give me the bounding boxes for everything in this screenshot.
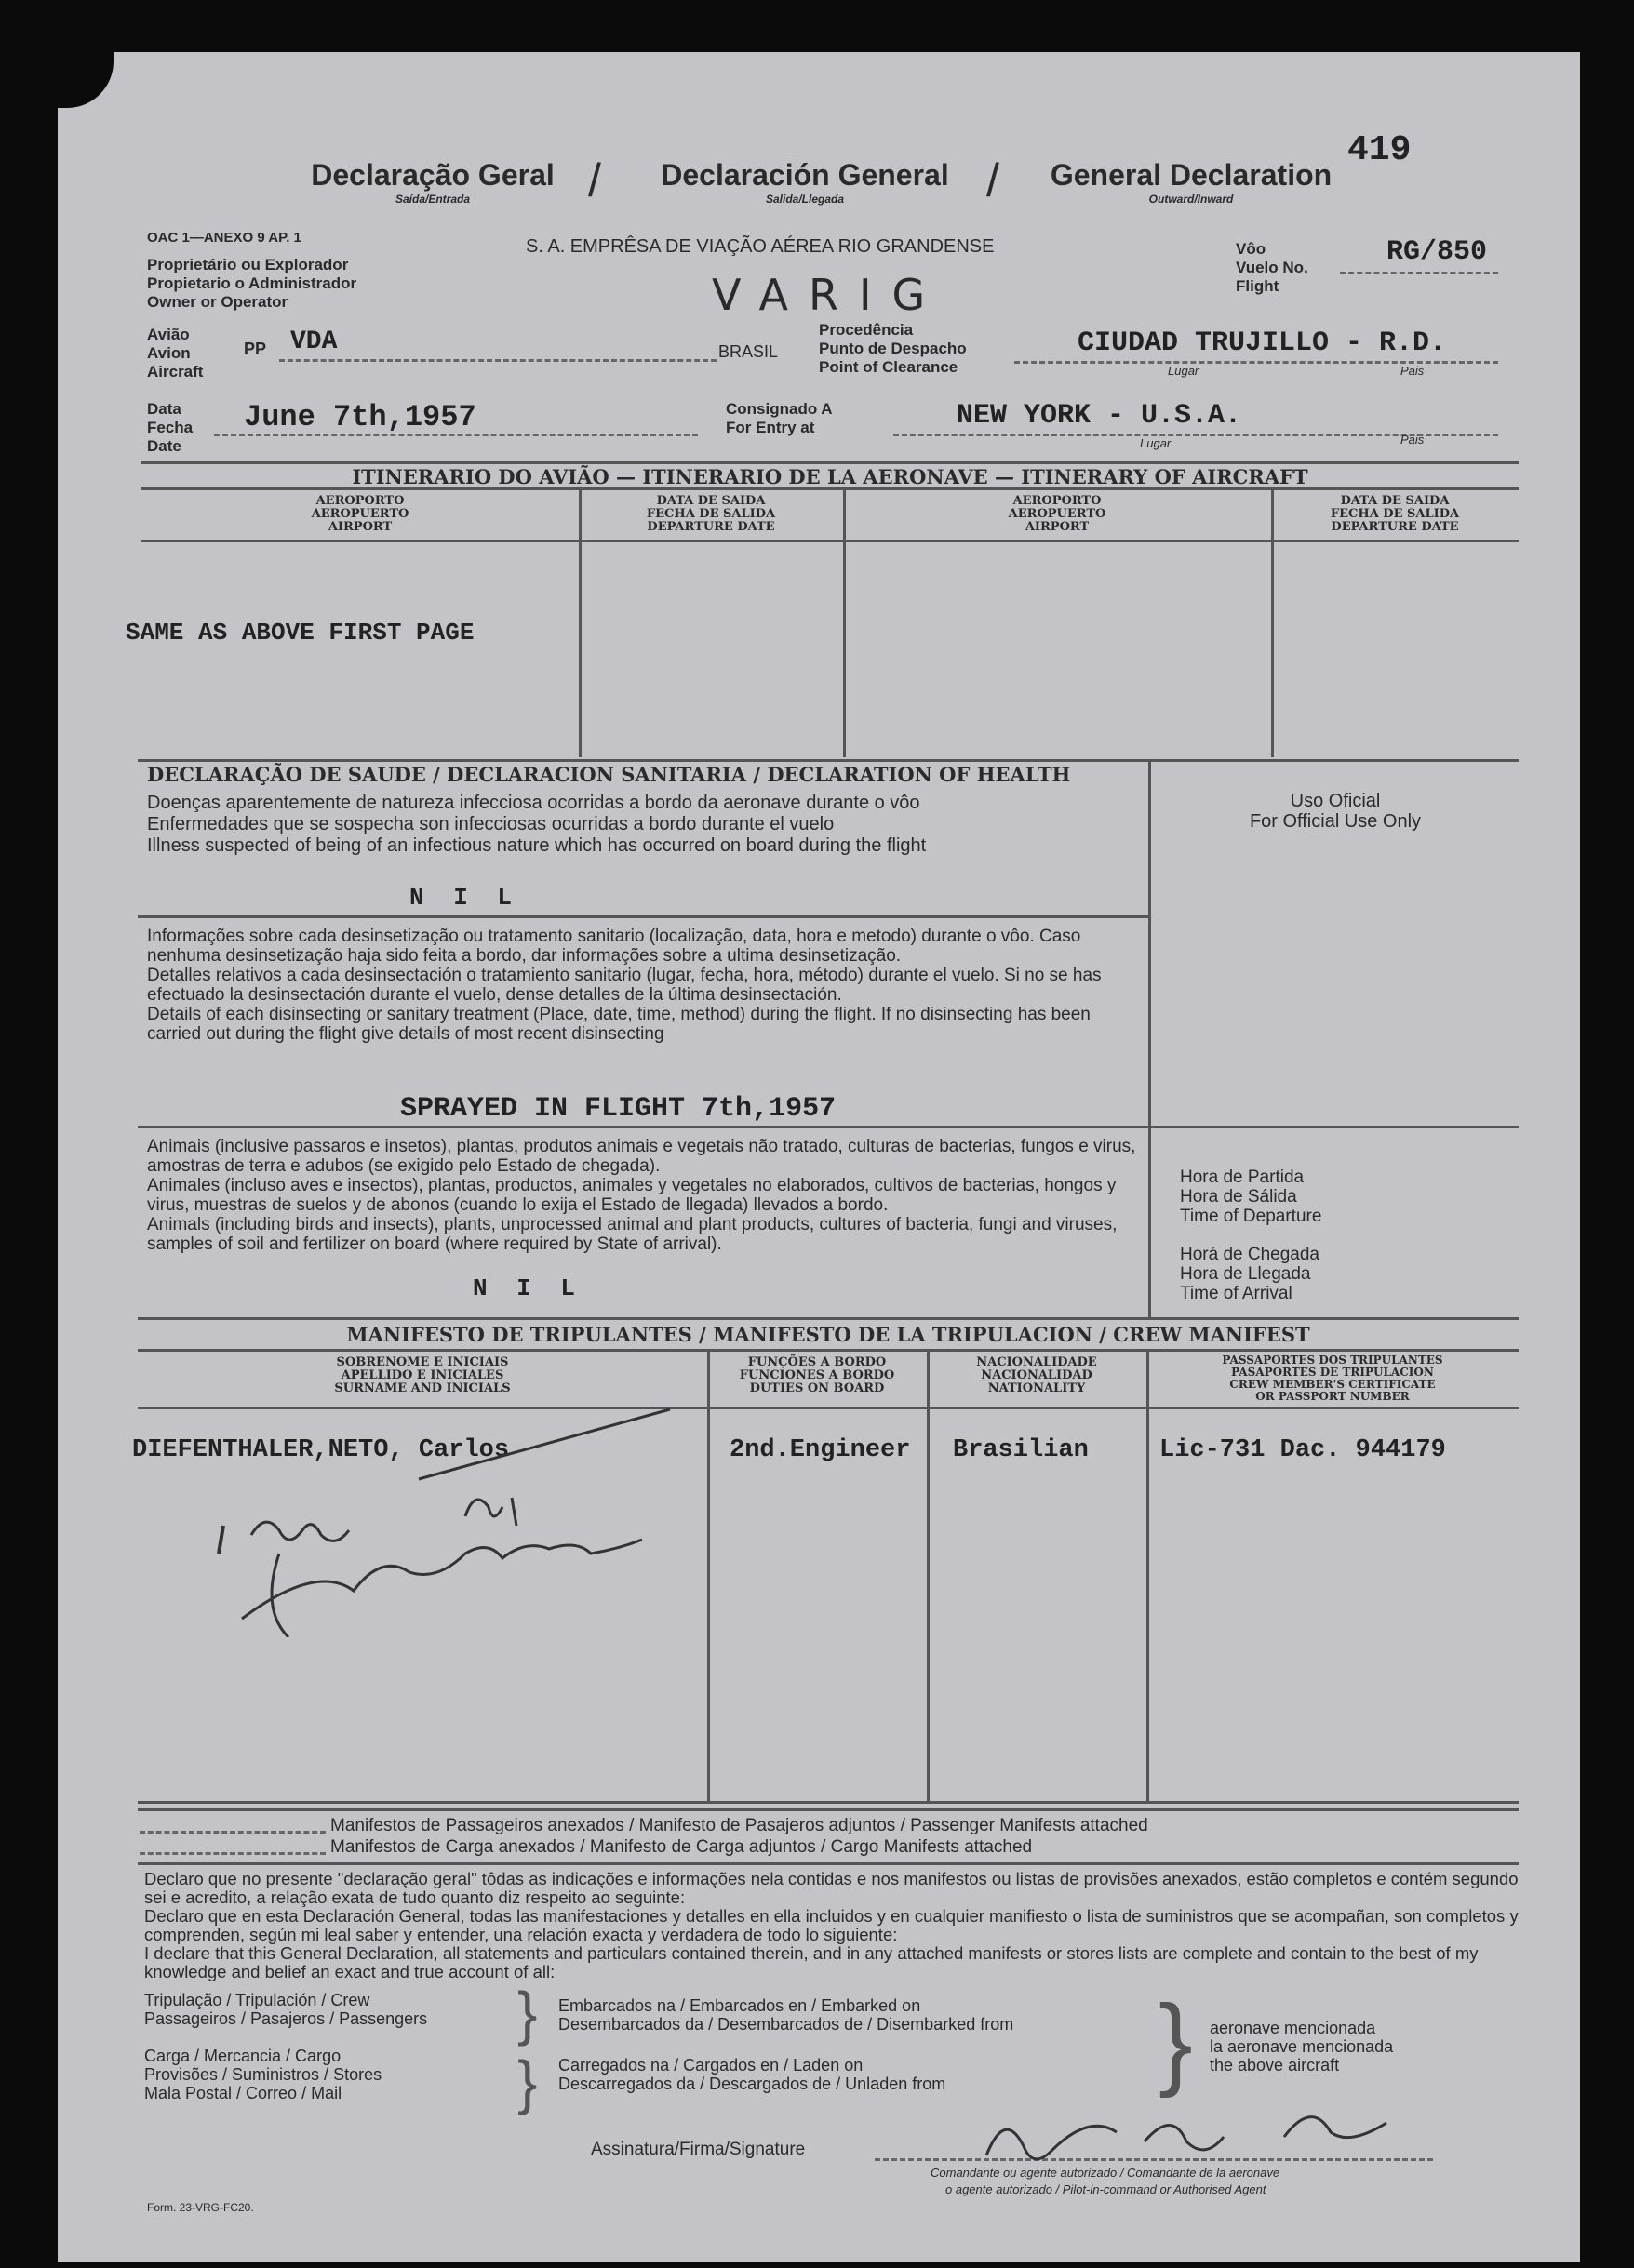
- arrival-time-label: Horá de Chegada Hora de Llegada Time of Arrival: [1180, 1245, 1319, 1303]
- flight-underline: [1340, 272, 1498, 274]
- form-code: Form. 23-VRG-FC20.: [147, 2201, 254, 2214]
- crew-vline-3: [1146, 1349, 1149, 1801]
- disinsect-text: Informações sobre cada desinsetização ou tratamento sanitario (localização, data, hora e metodo) durante o vôo. Caso nenhuma desinsetização haja sido feita a bordo, dar informações sobre a ultima desinsetização. Detalles relativos a cada desinsectación o tratamiento sanitario (lugar, fecha, hora, método) durante el vuelo. Si no se has efectuado la desinsectación durante el vuelo, dense detalles de la última desinsectación. Details of each disinsecting or sanitary treatment (Place, date, time, method) during the flight. If no disinsecting has been carried out during the flight give details of most recent disinsecting: [147, 927, 1102, 1044]
- illness-value: N I L: [409, 884, 520, 912]
- crew-title: MANIFESTO DE TRIPULANTES / MANIFESTO DE LA TRIPULACION / CREW MANIFEST: [346, 1323, 1310, 1346]
- aircraft-underline: [279, 359, 717, 362]
- itinerary-col-rule: [141, 540, 1519, 542]
- brasil-label: BRASIL: [718, 342, 779, 361]
- brace-2: }: [517, 2048, 538, 2115]
- health-divider: [1148, 759, 1151, 1317]
- signature-caption-2: o agente autorizado / Pilot-in-command or Authorised Agent: [945, 2182, 1266, 2196]
- cargo-manifests-blank: [140, 1852, 326, 1855]
- departure-point: CIUDAD TRUJILLO - R.D.: [1078, 327, 1447, 359]
- disinsect-rule: [138, 1126, 1519, 1128]
- declaration-text: Declaro que no presente "declaração geral" tôdas as indicações e informações nela contidas e nos manifestos ou listas de provisões anexados, estão completos e contém segundo sei e acredito, a relação exata de tudo quanto diz respeito ao seguinte: Declaro que en esta Declaración General, todas las manifestaciones y detalles en ella incluidos y en cualquier manifiesto o lista de suministros que se acompañan, son completos y comprenden, según mi leal saber y entender, una relación exacta y verdadera de todo lo siguiente: I declare that this General Declaration, all statements and particulars contained therein, and in any attached manifests or stores lists are complete and contain to the best of my knowledge and belief an exact and true account of all:: [144, 1869, 1519, 1981]
- lugar-label-2: Lugar: [1140, 436, 1172, 450]
- company-name: S. A. EMPRÊSA DE VIAÇÃO AÉREA RIO GRANDENSE: [526, 236, 995, 257]
- captain-signature-drawing: [977, 2104, 1424, 2169]
- itinerary-title: ITINERARIO DO AVIÃO — ITINERARIO DE LA AERONAVE — ITINERARY OF AIRCRAFT: [352, 465, 1308, 488]
- page-number: 419: [1347, 130, 1412, 170]
- title-portuguese: [307, 158, 558, 206]
- manifests-rule: [138, 1862, 1519, 1865]
- signature-caption-1: Comandante ou agente autorizado / Comandante de la aeronave: [931, 2166, 1280, 2180]
- itinerary-vline-3: [1271, 487, 1274, 757]
- crew-col-name: SOBRENOME E INICIAIS APELLIDO E INICIALES SURNAME AND INICIALS: [334, 1355, 511, 1395]
- form-reference: OAC 1—ANEXO 9 AP. 1: [147, 230, 301, 246]
- pais-label-2: Pais: [1400, 433, 1425, 447]
- crew-bottom-rule-2: [138, 1808, 1519, 1811]
- itinerary-entry: SAME AS ABOVE FIRST PAGE: [126, 619, 475, 647]
- crew-col-nationality: NACIONALIDADE NACIONALIDAD NATIONALITY: [976, 1355, 1097, 1395]
- aircraft-label: Avião Avion Aircraft: [147, 326, 204, 380]
- title-english: [1042, 158, 1340, 206]
- crew-top-rule: [138, 1317, 1519, 1320]
- brace-3: }: [1159, 1984, 1193, 2099]
- laden-options: Carregados na / Cargados en / Laden on Descarregados da / Descargados de / Unladen from: [558, 2056, 946, 2093]
- crew-name: DIEFENTHALER,NETO, Carlos: [132, 1436, 510, 1464]
- cargo-manifests-line: Manifestos de Carga anexados / Manifesto de Carga adjuntos / Cargo Manifests attached: [330, 1837, 1033, 1857]
- flight-label: Vôo Vuelo No. Flight: [1236, 240, 1308, 295]
- title-pt-text: Declaração Geral: [311, 158, 555, 192]
- title-separator: /: [588, 154, 601, 207]
- itinerary-col-date-1: DATA DE SAIDA FECHA DE SALIDA DEPARTURE DATE: [646, 494, 776, 534]
- brace-1: }: [517, 1980, 538, 2047]
- crew-bottom-rule: [138, 1801, 1519, 1804]
- crew-nationality: Brasilian: [953, 1436, 1089, 1464]
- animals-text: Animais (inclusive passaros e insetos), plantas, produtos animais e vegetais não tratado, culturas de bacterias, fungos e virus, amostras de terra e adubos (se exigido pelo Estado de chegada). Animales (incluso aves e insectos), plantas, productos, animales y vegetales no elaborados, cultivos de bacterias, hongos y virus, muestras de suelos y de abonos (cuando lo exija el Estado de llegada) llevados a bordo. Animals (including birds and insects), plants, unprocessed animal and plant products, cultures of bacteria, fungi and viruses, samples of soil and fertilizer on board (where required by State of arrival).: [147, 1137, 1136, 1254]
- aircraft-reference: aeronave mencionada la aeronave mencionada the above aircraft: [1210, 2019, 1394, 2075]
- crew-passport: Lic-731 Dac. 944179: [1159, 1436, 1446, 1464]
- lugar-label: Lugar: [1168, 364, 1199, 378]
- departure-label: Procedência Punto de Despacho Point of Clearance: [819, 321, 967, 376]
- official-use-label: Uso Oficial For Official Use Only: [1249, 791, 1422, 832]
- title-es-text: Declaración General: [661, 158, 949, 192]
- departure-underline: [1014, 361, 1498, 364]
- pais-label: Pais: [1400, 364, 1425, 378]
- subtitle-es: Salida/Llegada: [765, 193, 845, 206]
- crew-header-rule: [138, 1349, 1519, 1352]
- title-en-text: General Declaration: [1050, 158, 1333, 192]
- subtitle-en: Outward/Inward: [1148, 193, 1234, 206]
- flight-number: RG/850: [1386, 236, 1488, 268]
- illness-text: Doenças aparentemente de natureza infecciosa ocorridas a bordo da aeronave durante o vôo Enfermedades que se sospecha son infecciosas ocurridas a bordo durante el vuelo Illness suspected of being of an infectious nature which has occurred on board during the flight: [147, 793, 927, 856]
- owner-label: Proprietário ou Explorador Propietario o Administrador Owner or Operator: [147, 256, 357, 311]
- health-title: DECLARAÇÃO DE SAUDE / DECLARACION SANITARIA / DECLARATION OF HEALTH: [147, 763, 1071, 786]
- passenger-manifests-line: Manifestos de Passageiros anexados / Manifesto de Pasajeros adjuntos / Passenger Manifests attached: [330, 1816, 1148, 1835]
- title-spanish: [651, 158, 958, 206]
- departure-time-label: Hora de Partida Hora de Sálida Time of Departure: [1180, 1167, 1322, 1226]
- signature-label: Assinatura/Firma/Signature: [591, 2140, 806, 2159]
- subtitle-pt: Saída/Entrada: [395, 193, 471, 206]
- date-underline: [214, 434, 698, 436]
- itinerary-col-date-2: DATA DE SAIDA FECHA DE SALIDA DEPARTURE DATE: [1330, 494, 1460, 534]
- aircraft-registration: VDA: [290, 327, 338, 356]
- animals-value: N I L: [473, 1274, 583, 1302]
- crew-vline-1: [707, 1349, 710, 1801]
- crew-vline-2: [927, 1349, 930, 1801]
- date-label: Data Fecha Date: [147, 400, 194, 455]
- itinerary-col-airport-2: AEROPORTO AEROPUERTO AIRPORT: [1008, 494, 1106, 534]
- crew-col-passport: PASSAPORTES DOS TRIPULANTES PASAPORTES DE TRIPULACION CREW MEMBER'S CERTIFICATE OR PASSPORT NUMBER: [1222, 1354, 1443, 1403]
- itinerary-vline-1: [579, 487, 582, 757]
- health-top-rule: [138, 759, 1519, 762]
- entry-point: NEW YORK - U.S.A.: [957, 400, 1242, 432]
- handwritten-signature-drawing: [186, 1395, 707, 1637]
- crew-duty: 2nd.Engineer: [730, 1436, 911, 1464]
- aircraft-prefix: PP: [244, 340, 267, 358]
- itinerary-top-rule: [141, 461, 1519, 464]
- itinerary-col-airport-1: AEROPORTO AEROPUERTO AIRPORT: [311, 494, 409, 534]
- declaration-list-items: Tripulação / Tripulación / Crew Passageiros / Pasajeros / Passengers Carga / Mercancia / Cargo Provisões / Suministros / Stores Mala Postal / Correo / Mail: [144, 1991, 428, 2102]
- crew-col-duty: FUNÇÕES A BORDO FUNCIONES A BORDO DUTIES ON BOARD: [739, 1355, 895, 1395]
- itinerary-header-rule: [141, 487, 1519, 490]
- brand-name: VARIG: [712, 270, 946, 320]
- date-value: June 7th,1957: [244, 400, 476, 434]
- illness-rule: [138, 915, 1148, 918]
- entry-label: Consignado A For Entry at: [726, 400, 833, 436]
- passenger-manifests-blank: [140, 1831, 326, 1834]
- title-separator: /: [986, 154, 999, 207]
- embarked-options: Embarcados na / Embarcados en / Embarked on Desembarcados da / Desembarcados de / Disembarked from: [558, 1996, 1014, 2034]
- itinerary-vline-2: [843, 487, 846, 757]
- disinsect-value: SPRAYED IN FLIGHT 7th,1957: [400, 1093, 837, 1125]
